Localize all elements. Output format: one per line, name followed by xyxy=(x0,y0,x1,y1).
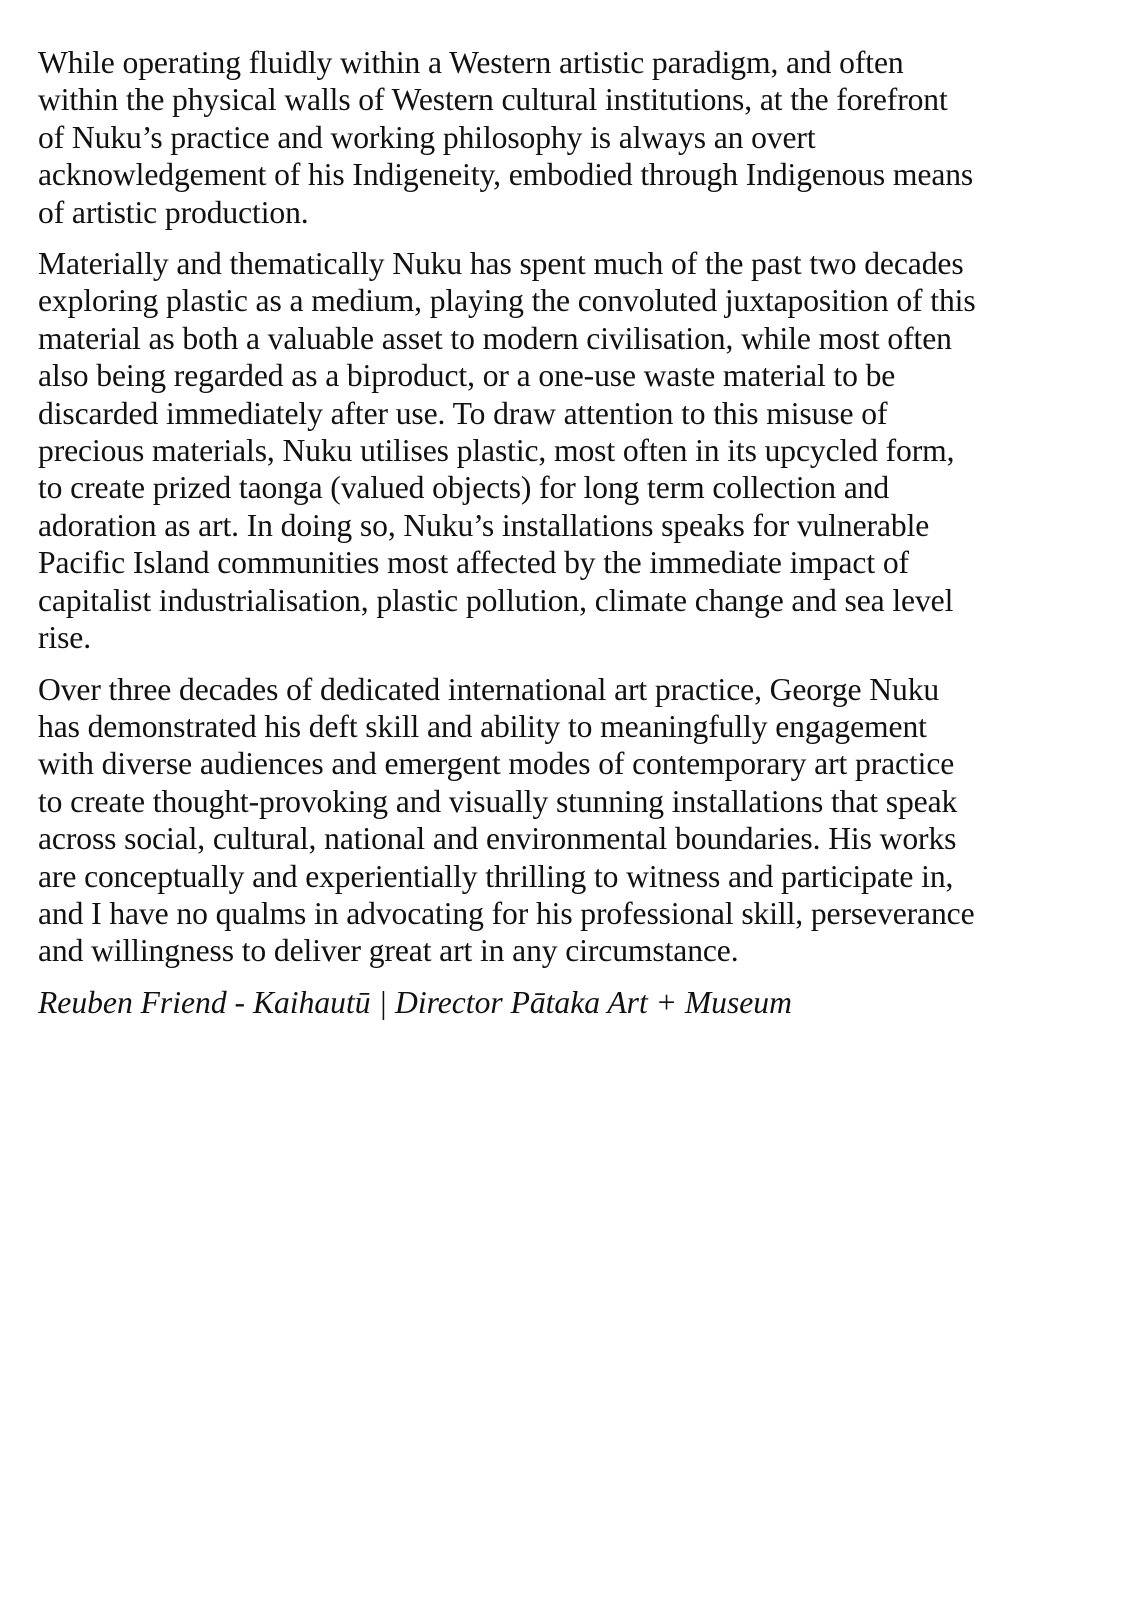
signature-line: Reuben Friend - Kaihautū | Director Pātaka Art + Museum xyxy=(38,984,792,1020)
paragraph-2: Materially and thematically Nuku has spent much of the past two decades exploring plastic as a medium, playing the convoluted juxtaposition of this material as both a valuable asset to modern civilisation, while most often also being regarded as a biproduct, or a one-use waste material to be discarded immediately after use. To draw attention to this misuse of precious materials, Nuku utilises plastic, most often in its upcycled form, to create prized taonga (valued objects) for long term collection and adoration as art. In doing so, Nuku’s installations speaks for vulnerable Pacific Island communities most affected by the immediate impact of capitalist industrialisation, plastic pollution, climate change and sea level rise. xyxy=(38,246,976,656)
paragraph-3: Over three decades of dedicated international art practice, George Nuku has demonstrated his deft skill and ability to meaningfully engagement with diverse audiences and emergent modes of contemporary art practice to create thought-provoking and visually stunning installations that speak across social, cultural, national and environmental boundaries. His works are conceptually and experientially thrilling to witness and participate in, and I have no qualms in advocating for his professional skill, perseverance and willingness to deliver great art in any circumstance. xyxy=(38,671,975,969)
document-page xyxy=(38,44,1098,1021)
paragraph-1: While operating fluidly within a Western artistic paradigm, and often within the physical walls of Western cultural institutions, at the forefront of Nuku’s practice and working philosophy is always an overt acknowledgement of his Indigeneity, embodied through Indigenous means of artistic production. xyxy=(38,45,974,230)
